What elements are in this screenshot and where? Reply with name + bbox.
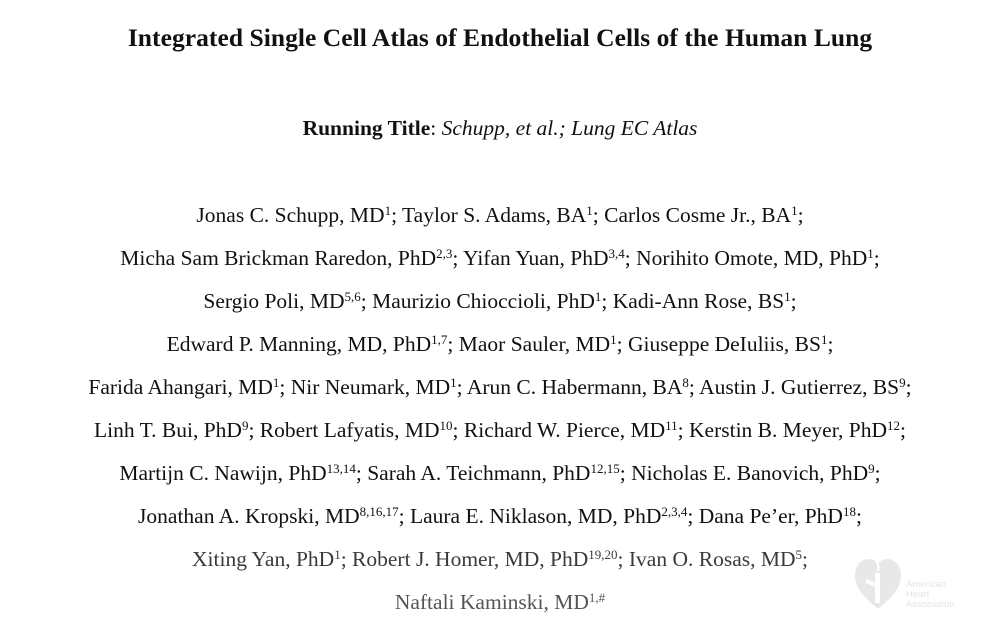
- author-affiliation: 5,6: [344, 289, 361, 304]
- author-name: Micha Sam Brickman Raredon, PhD: [120, 246, 437, 270]
- author-affiliation: 2,3,4: [661, 504, 688, 519]
- author-separator: ;: [802, 547, 808, 571]
- author-name: Robert J. Homer, MD, PhD: [352, 547, 589, 571]
- author-name: Arun C. Habermann, BA: [466, 375, 683, 399]
- author-name: Linh T. Bui, PhD: [94, 418, 242, 442]
- author: [631, 461, 881, 485]
- author-separator: ;: [619, 461, 632, 485]
- author-affiliation: 2,3: [436, 246, 453, 261]
- author-name: Sergio Poli, MD: [203, 289, 345, 313]
- author-separator: ;: [592, 203, 605, 227]
- author: [203, 289, 372, 313]
- author-affiliation: 1: [820, 332, 828, 347]
- author-separator: ;: [360, 289, 373, 313]
- author-list: [0, 199, 1000, 629]
- author-name: Taylor S. Adams, BA: [402, 203, 587, 227]
- author-name: Carlos Cosme Jr., BA: [604, 203, 792, 227]
- author-affiliation: 12: [887, 418, 901, 433]
- author-name: Nicholas E. Banovich, PhD: [631, 461, 869, 485]
- author: [604, 203, 803, 227]
- author-line: [0, 285, 1000, 328]
- author-affiliation: 1: [586, 203, 593, 218]
- author: [459, 332, 628, 356]
- paper-title: Integrated Single Cell Atlas of Endothelial Cells of the Human Lung: [127, 23, 873, 52]
- author-separator: ;: [905, 375, 912, 399]
- author-affiliation: 9: [868, 461, 875, 476]
- author-separator: ;: [601, 289, 613, 313]
- author-affiliation: 8: [682, 375, 689, 390]
- author-affiliation: 1: [450, 375, 457, 390]
- author-name: Norihito Omote, MD, PhD: [636, 246, 868, 270]
- author-affiliation: 5: [795, 547, 803, 562]
- author-affiliation: 1: [610, 332, 617, 347]
- author: [192, 547, 352, 571]
- author: [629, 547, 808, 571]
- author-affiliation: 18: [842, 504, 856, 519]
- running-title-value: Schupp, et al.; Lung EC Atlas: [441, 116, 698, 140]
- author-separator: ;: [874, 461, 881, 485]
- author: [636, 246, 880, 270]
- author: [291, 375, 467, 399]
- author-name: Jonas C. Schupp, MD: [196, 203, 385, 227]
- author: [464, 418, 689, 442]
- author-separator: ;: [797, 203, 804, 227]
- author-name: Nir Neumark, MD: [290, 375, 451, 399]
- author-line: [0, 457, 1000, 500]
- running-title-label: Running Title: [302, 116, 431, 140]
- aha-watermark-text: [906, 580, 957, 610]
- author-separator: ;: [447, 332, 459, 356]
- author-affiliation: 9: [899, 375, 906, 390]
- author-affiliation: 11: [665, 418, 678, 433]
- author: [352, 547, 629, 571]
- author: [410, 504, 699, 528]
- author: [699, 375, 912, 399]
- author-name: Farida Ahangari, MD: [88, 375, 273, 399]
- author-separator: ;: [456, 375, 467, 399]
- author-separator: ;: [873, 246, 880, 270]
- author: [88, 375, 290, 399]
- author: [196, 203, 402, 227]
- author-line: [0, 199, 1000, 242]
- aha-watermark-line: American: [906, 579, 947, 590]
- author-affiliation: 19,20: [588, 547, 618, 562]
- author-separator: ;: [248, 418, 260, 442]
- author-name: Austin J. Gutierrez, BS: [699, 375, 900, 399]
- author-separator: ;: [900, 418, 906, 442]
- author-affiliation: 1,7: [431, 332, 448, 347]
- author: [138, 504, 410, 528]
- author-separator: ;: [617, 547, 629, 571]
- author: [395, 590, 605, 614]
- author: [689, 418, 906, 442]
- author-separator: ;: [688, 375, 700, 399]
- running-title: [0, 116, 1000, 141]
- author: [94, 418, 260, 442]
- author-name: Laura E. Niklason, MD, PhD: [409, 504, 662, 528]
- author-line: [0, 371, 1000, 414]
- author-name: Yifan Yuan, PhD: [462, 246, 609, 270]
- heart-torch-icon: [852, 549, 904, 615]
- author-affiliation: 1: [334, 547, 341, 562]
- author: [467, 375, 699, 399]
- aha-watermark-line: Association.: [906, 599, 958, 610]
- author-name: Naftali Kaminski, MD: [394, 590, 589, 614]
- author-affiliation: 1: [867, 246, 874, 261]
- author: [613, 289, 797, 313]
- author: [167, 332, 459, 356]
- author-separator: ;: [340, 547, 353, 571]
- author-separator: ;: [398, 504, 410, 528]
- author: [463, 246, 636, 270]
- author-name: Maurizio Chioccioli, PhD: [372, 289, 595, 313]
- author-separator: ;: [279, 375, 291, 399]
- author-separator: ;: [855, 504, 862, 528]
- author-line: [0, 242, 1000, 285]
- author-name: Ivan O. Rosas, MD: [628, 547, 796, 571]
- author: [119, 461, 367, 485]
- author: [367, 461, 631, 485]
- author-separator: ;: [624, 246, 637, 270]
- author-separator: ;: [452, 246, 463, 270]
- author-separator: ;: [827, 332, 834, 356]
- author: [699, 504, 862, 528]
- author-name: Kerstin B. Meyer, PhD: [689, 418, 888, 442]
- author-separator: ;: [790, 289, 797, 313]
- author-name: Giuseppe DeIuliis, BS: [628, 332, 821, 356]
- author-separator: ;: [391, 203, 403, 227]
- author-affiliation: 12,15: [590, 461, 620, 476]
- author-affiliation: 1,#: [588, 590, 606, 605]
- author-separator: ;: [355, 461, 368, 485]
- author-separator: ;: [677, 418, 690, 442]
- author: [628, 332, 833, 356]
- author-line: [0, 328, 1000, 371]
- author-affiliation: 1: [594, 289, 602, 304]
- author-line: [0, 500, 1000, 543]
- author-affiliation: 1: [272, 375, 280, 390]
- author-name: Martijn C. Nawijn, PhD: [119, 461, 327, 485]
- author-name: Dana Pe’er, PhD: [698, 504, 843, 528]
- author-name: Jonathan A. Kropski, MD: [138, 504, 360, 528]
- author-name: Robert Lafyatis, MD: [259, 418, 440, 442]
- author-line: [0, 414, 1000, 457]
- author-separator: ;: [687, 504, 699, 528]
- author-affiliation: 13,14: [326, 461, 356, 476]
- author-name: Maor Sauler, MD: [458, 332, 611, 356]
- author-name: Sarah A. Teichmann, PhD: [367, 461, 591, 485]
- author-affiliation: 10: [439, 418, 453, 433]
- aha-watermark: [852, 549, 972, 615]
- author-affiliation: 1: [791, 203, 798, 218]
- author-separator: ;: [452, 418, 464, 442]
- author-affiliation: 1: [384, 203, 392, 218]
- author-affiliation: 3,4: [608, 246, 625, 261]
- author-affiliation: 8,16,17: [359, 504, 399, 519]
- author: [260, 418, 464, 442]
- author-name: Kadi-Ann Rose, BS: [612, 289, 785, 313]
- author-separator: ;: [616, 332, 629, 356]
- author: [372, 289, 613, 313]
- author-name: Edward P. Manning, MD, PhD: [166, 332, 432, 356]
- author: [120, 246, 463, 270]
- author-affiliation: 1: [784, 289, 791, 304]
- author-name: Xiting Yan, PhD: [192, 547, 335, 571]
- author-affiliation: 9: [241, 418, 249, 433]
- author-name: Richard W. Pierce, MD: [463, 418, 666, 442]
- author-line: [0, 586, 1000, 629]
- author-line: [0, 543, 1000, 586]
- running-title-separator: :: [430, 116, 437, 140]
- author: [402, 203, 604, 227]
- aha-watermark-line: Heart: [906, 589, 930, 600]
